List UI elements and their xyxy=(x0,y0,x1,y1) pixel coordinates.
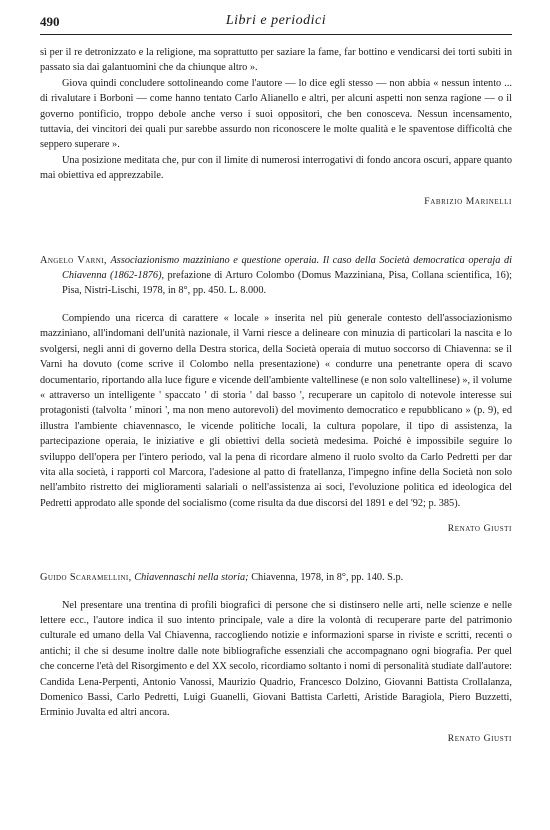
book-publication: prefazione di Arturo Colombo (Domus Mazziniana, Pisa, Collana scientifica, 16); Pisa, Nistri-Lischi, 1978, in 8°, pp. 450. L. 8.000. xyxy=(62,270,513,297)
page xyxy=(40,12,512,744)
page-number: 490 xyxy=(40,14,60,29)
previous-review-continuation xyxy=(40,45,512,207)
book-author: Guido Scaramellini, xyxy=(40,572,132,584)
review-body: Compiendo una ricerca di carattere « locale » inserita nel più generale contesto dell'associazionismo mazziniano, all'indomani dell'unità nazionale, il Varni riesce a delineare con minuzia di particolari la nascita e lo svolgersi, negli anni di governo della Destra storica, della Società operaia di mutuo soccorso di Chiavenna: se il Varni ha dovuto (come scrive il Colombo nella presentazione) « condurre una penetrante opera di scavo documentario, riportando alla luce figure e vicende dell'ambiente valtellinese (e non solo valtellinese) », il volume « attraverso un intelligente ' spaccato ' di storia ' dal basso ', recuperare un capitolo di notevole interesse sui protagonisti (talvolta ' minori ', ma non meno autorevoli) del movimento democratico e repubblicano » (p. 9), ed illustra l'ambiente chiavennasco, le vicende politiche locali, la cultura popolare, il tipo di assistenza, la partecipazione operaia, le iniziative e gli obiettivi della società medesima. Poiché è impossibile seguire lo sviluppo dell'opera per l'intero periodo, val la pena di ricordare almeno il ruolo svolto da Carlo Pedretti per dar vita alla società, i rapporti col Marcora, l'adesione al patto di fratellanza, l'impegno infine della Società non solo nell'ambito ristretto dei miglioramenti salariali o nell'assistenza ai soci, l'evoluzione politica ed ideologica del Pedretti approdato alle sponde del socialismo (come risulta da due discorsi del 1891 e del '92; p. 385). xyxy=(40,312,512,509)
reviewer-signature-3: Renato Giusti xyxy=(447,732,512,744)
review-varni xyxy=(40,253,512,535)
review-scaramellini xyxy=(40,570,512,744)
reviewer-signature-1: Fabrizio Marinelli xyxy=(424,195,512,207)
review-heading xyxy=(40,253,512,299)
running-title: Libri e periodici xyxy=(225,13,327,28)
continuation-paragraph-2: Giova quindi concludere sottolineando come l'autore — lo dice egli stesso — non abbia « nessun intento ... di rivalutare i Borboni — come hanno tentato Carlo Alianello e altri, per alcuni aspetti non senza ragione — o il governo pontificio, troppo debole anche verso i suoi oppositori, che ben conosceva. Nessun incensamento, tuttavia, dei vincitori dei quali pur sarebbe assurdo non riconoscere le molte qualità e le spaventose difficoltà che seppero superare ». xyxy=(40,77,512,151)
continuation-paragraph-3: Una posizione meditata che, pur con il limite di numerosi interrogativi di fondo ancora oscuri, appare quanto mai obiettiva ed apprezzabile. xyxy=(40,154,512,182)
review-body: Nel presentare una trentina di profili biografici di persone che si distinsero nelle arti, nelle scienze e nelle lettere ecc., l'autore indica il suo intento principale, vale a dire la volontà di recuperare parte del patrimonio culturale ed umano della Val Chiavenna, raccogliendo notizie e informazioni sparse in riviste e scritti, recenti o antichi; il che si desume inoltre dalle note bibliografiche essenziali che accompagnano ogni biografia. Per quel che concerne l'età del Risorgimento e del XX secolo, ricordiamo soltanto i nomi di personalità studiate dall'autore: Candida Lena-Perpenti, Antonio Vanossi, Maurizio Quadrio, Francesco Dolzino, Giovanni Battista Crollalanza, Domenico Bassi, Carlo Pedretti, Luigi Guanelli, Giovani Battista Carletti, Aristide Baragiola, Piero Buzzetti, Erminio Juvalta ed altri ancora. xyxy=(40,599,512,719)
book-title: Chiavennaschi nella storia; xyxy=(134,572,249,584)
page-header xyxy=(40,12,512,35)
book-publication: Chiavenna, 1978, in 8°, pp. 140. S.p. xyxy=(251,572,404,584)
continuation-paragraph-1: sì per il re detronizzato e la religione, ma soprattutto per saziare la fame, far bottino e vendicarsi dei torti subiti in passato sia dai galantuomini che da chiunque altro ». xyxy=(40,47,512,74)
book-author: Angelo Varni, xyxy=(40,254,107,266)
review-heading xyxy=(40,570,512,585)
reviewer-signature-2: Renato Giusti xyxy=(447,523,512,535)
book-title: Associazionismo mazziniano e questione operaia. Il caso della Società democratica operaja di Chiavenna (1862-1876), xyxy=(62,254,512,282)
